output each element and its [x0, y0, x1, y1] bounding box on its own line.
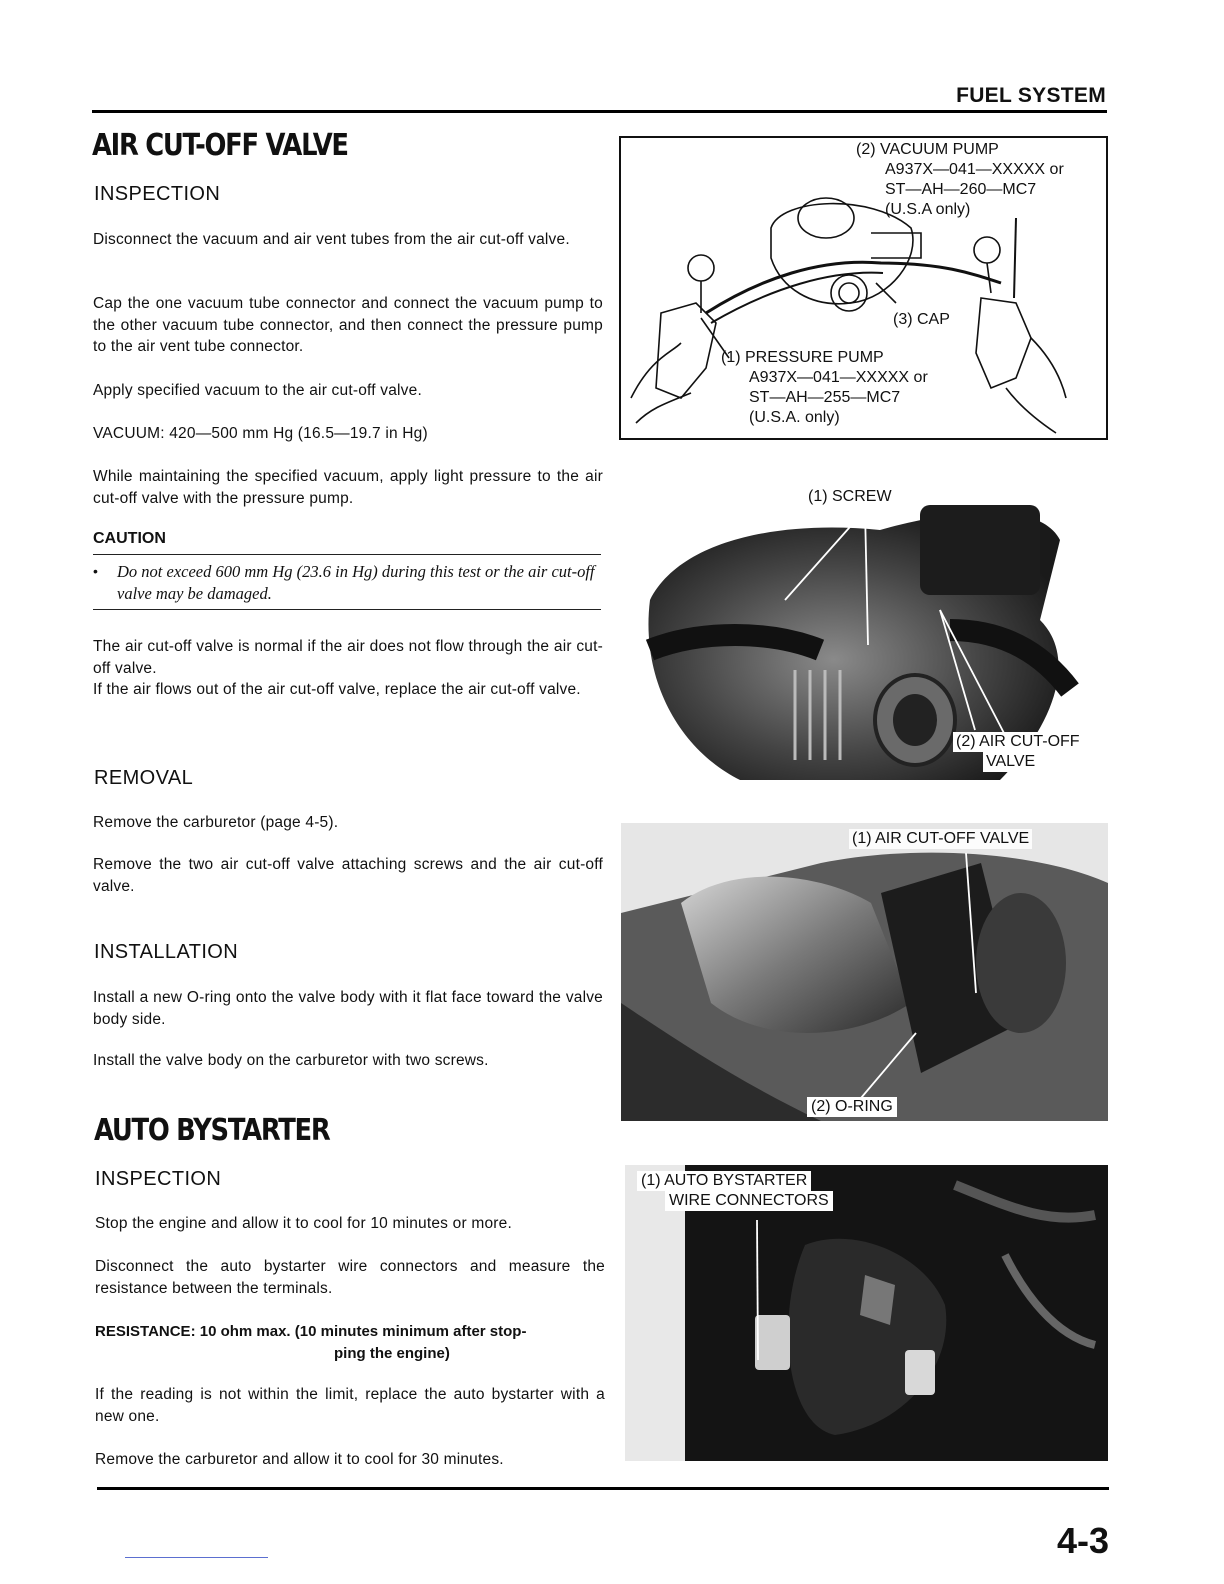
fig1-vacuum-pump-note: (U.S.A only) — [885, 201, 971, 218]
footer-link-line[interactable] — [125, 1557, 268, 1558]
air-cutoff-paragraph-6: If the air flows out of the air cut-off valve, replace the air cut-off valve. — [93, 681, 581, 698]
installation-heading: INSTALLATION — [94, 941, 239, 963]
left-pump-hand — [656, 303, 716, 398]
caution-bullet: • — [93, 563, 98, 579]
caution-label: CAUTION — [93, 530, 166, 547]
fig1-pressure-pump-part-1: A937X—041—XXXXX or — [749, 369, 928, 386]
air-cutoff-paragraph-5: The air cut-off valve is normal if the air does not flow through the air cut-off valve. — [93, 638, 603, 677]
fig2-valve-label: (2) AIR CUT-OFF — [953, 732, 1083, 752]
air-cutoff-paragraph-1: Disconnect the vacuum and air vent tubes from the air cut-off valve. — [93, 231, 570, 248]
figure-screw-photo — [620, 480, 1108, 780]
auto-bystarter-paragraph-1: Stop the engine and allow it to cool for 10 minutes or more. — [95, 1215, 512, 1232]
figure-vacuum-pressure-pumps — [619, 136, 1108, 440]
installation-step-1: Install a new O-ring onto the valve body with it flat face toward the valve body side. — [93, 989, 603, 1028]
left-gauge-icon — [688, 255, 714, 281]
air-cutoff-title: AIR CUT-OFF VALVE — [92, 128, 348, 163]
fig1-pressure-pump-note: (U.S.A. only) — [749, 409, 840, 426]
fig1-vacuum-pump-part-2: ST—AH—260—MC7 — [885, 181, 1037, 198]
auto-bystarter-paragraph-2: Disconnect the auto bystarter wire connectors and measure the resistance between the terminals. — [95, 1258, 605, 1297]
bottom-rule — [97, 1487, 1109, 1490]
removal-heading: REMOVAL — [94, 767, 194, 789]
air-cutoff-paragraph-2: Cap the one vacuum tube connector and connect the vacuum pump to the other vacuum tube connector, and then connect the pressure pump to the air vent tube connector. — [93, 295, 603, 355]
right-gauge-icon — [974, 237, 1000, 263]
air-cutoff-inspection-heading: INSPECTION — [94, 183, 221, 205]
auto-bystarter-paragraph-4: Remove the carburetor and allow it to cool for 30 minutes. — [95, 1451, 504, 1468]
fig1-vacuum-pump-part-1: A937X—041—XXXXX or — [885, 161, 1064, 178]
installation-step-2: Install the valve body on the carburetor with two screws. — [93, 1052, 489, 1069]
caution-bottom-rule — [93, 609, 601, 610]
top-rule — [92, 110, 1107, 113]
auto-bystarter-inspection-heading: INSPECTION — [95, 1168, 222, 1190]
fig4-connectors-label: (1) AUTO BYSTARTER — [637, 1171, 811, 1191]
figure-oring-photo — [621, 823, 1108, 1121]
vacuum-spec: VACUUM: 420—500 mm Hg (16.5—19.7 in Hg) — [93, 425, 428, 442]
fig2-valve-label-2: VALVE — [983, 752, 1038, 772]
auto-bystarter-title: AUTO BYSTARTER — [94, 1113, 330, 1148]
removal-step-1: Remove the carburetor (page 4-5). — [93, 814, 339, 831]
auto-bystarter-paragraph-3: If the reading is not within the limit, replace the auto bystarter with a new one. — [95, 1386, 605, 1425]
air-cutoff-paragraph-4: While maintaining the specified vacuum, apply light pressure to the air cut-off valve with the pressure pump. — [93, 468, 603, 507]
vacuum-tube — [706, 262, 1001, 313]
fig1-pressure-pump-part-2: ST—AH—255—MC7 — [749, 389, 901, 406]
fig1-vacuum-pump-label: (2) VACUUM PUMP — [856, 141, 999, 158]
air-cutoff-paragraph-3: Apply specified vacuum to the air cut-off valve. — [93, 382, 422, 399]
resistance-spec-line-2: ping the engine) — [334, 1345, 450, 1362]
caution-text: Do not exceed 600 mm Hg (23.6 in Hg) during this test or the air cut-off valve may be damaged. — [117, 562, 595, 603]
caution-top-rule — [93, 554, 601, 555]
resistance-spec-line-1: RESISTANCE: 10 ohm max. (10 minutes minimum after stop- — [95, 1323, 527, 1340]
page-number: 4-3 — [1056, 1520, 1109, 1561]
fig3-valve-label: (1) AIR CUT-OFF VALVE — [849, 829, 1032, 849]
section-header: FUEL SYSTEM — [956, 84, 1106, 107]
fig1-cap-label: (3) CAP — [893, 311, 950, 328]
fig3-oring-label: (2) O-RING — [807, 1097, 897, 1117]
figure-bystarter-photo — [625, 1165, 1108, 1461]
oring-photo-illustration — [621, 823, 1108, 1121]
fig2-screw-label: (1) SCREW — [808, 488, 892, 505]
fig4-connectors-label-2: WIRE CONNECTORS — [665, 1191, 833, 1211]
removal-step-2: Remove the two air cut-off valve attaching screws and the air cut-off valve. — [93, 856, 603, 895]
fig1-pressure-pump-label: (1) PRESSURE PUMP — [721, 349, 884, 366]
right-pump-hand — [976, 298, 1031, 388]
